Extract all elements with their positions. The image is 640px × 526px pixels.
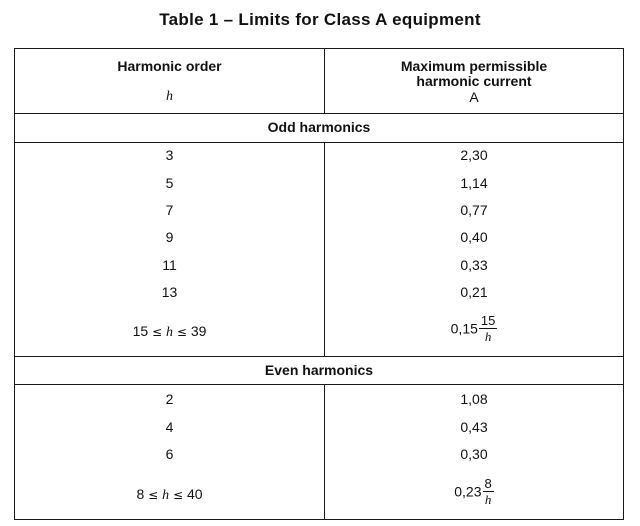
odd-order-cell: 13 bbox=[161, 284, 178, 300]
range-high: 40 bbox=[186, 486, 203, 502]
row-divider bbox=[15, 113, 623, 114]
fraction-numerator: 8 bbox=[484, 476, 492, 491]
max-current-header-line2: harmonic current bbox=[416, 73, 532, 89]
formula-fraction bbox=[483, 476, 494, 507]
odd-order-cell: 7 bbox=[165, 202, 174, 218]
even-range-value-cell bbox=[325, 476, 623, 507]
fraction-denominator: h bbox=[484, 329, 492, 344]
row-divider bbox=[15, 356, 623, 357]
even-value-cell: 0,43 bbox=[460, 419, 488, 435]
max-current-unit: A bbox=[469, 89, 479, 105]
fraction-numerator: 15 bbox=[480, 313, 496, 328]
table-title: Table 1 – Limits for Class A equipment bbox=[159, 10, 481, 29]
harmonic-order-header: Harmonic order bbox=[117, 58, 222, 74]
odd-value-cell: 0,40 bbox=[460, 229, 488, 245]
odd-harmonics-heading: Odd harmonics bbox=[267, 119, 371, 135]
odd-range-order-cell bbox=[15, 323, 324, 341]
less-equal-symbol: ≤ bbox=[173, 488, 184, 502]
odd-value-cell: 0,77 bbox=[460, 202, 488, 218]
even-value-cell: 1,08 bbox=[460, 391, 488, 407]
even-order-cell: 4 bbox=[165, 419, 174, 435]
odd-order-cell: 9 bbox=[165, 229, 174, 245]
row-divider bbox=[15, 142, 623, 143]
range-low: 15 bbox=[132, 323, 149, 339]
less-equal-symbol: ≤ bbox=[152, 325, 163, 339]
limits-table bbox=[14, 48, 624, 520]
max-current-header-line1: Maximum permissible bbox=[400, 58, 548, 74]
even-harmonics-heading: Even harmonics bbox=[264, 362, 374, 378]
odd-value-cell: 0,21 bbox=[460, 284, 488, 300]
even-range-order-cell bbox=[15, 486, 324, 504]
odd-value-cell: 0,33 bbox=[460, 257, 488, 273]
odd-order-cell: 3 bbox=[165, 147, 174, 163]
harmonic-order-symbol: h bbox=[166, 89, 173, 104]
formula-coefficient: 0,23 bbox=[454, 483, 482, 500]
even-order-cell: 6 bbox=[165, 446, 174, 462]
fraction-denominator: h bbox=[484, 492, 492, 507]
even-value-cell: 0,30 bbox=[460, 446, 488, 462]
row-divider bbox=[15, 384, 623, 385]
even-order-cell: 2 bbox=[165, 391, 174, 407]
formula-coefficient: 0,15 bbox=[450, 320, 478, 337]
range-variable: h bbox=[166, 325, 173, 340]
range-low: 8 bbox=[136, 486, 145, 502]
less-equal-symbol: ≤ bbox=[148, 488, 159, 502]
range-variable: h bbox=[162, 488, 170, 503]
odd-value-cell: 2,30 bbox=[460, 147, 488, 163]
formula-fraction bbox=[479, 313, 497, 344]
odd-range-value-cell bbox=[325, 313, 623, 344]
range-high: 39 bbox=[190, 323, 207, 339]
less-equal-symbol: ≤ bbox=[176, 325, 187, 339]
odd-value-cell: 1,14 bbox=[460, 175, 488, 191]
odd-order-cell: 5 bbox=[165, 175, 174, 191]
odd-order-cell: 11 bbox=[162, 257, 177, 273]
